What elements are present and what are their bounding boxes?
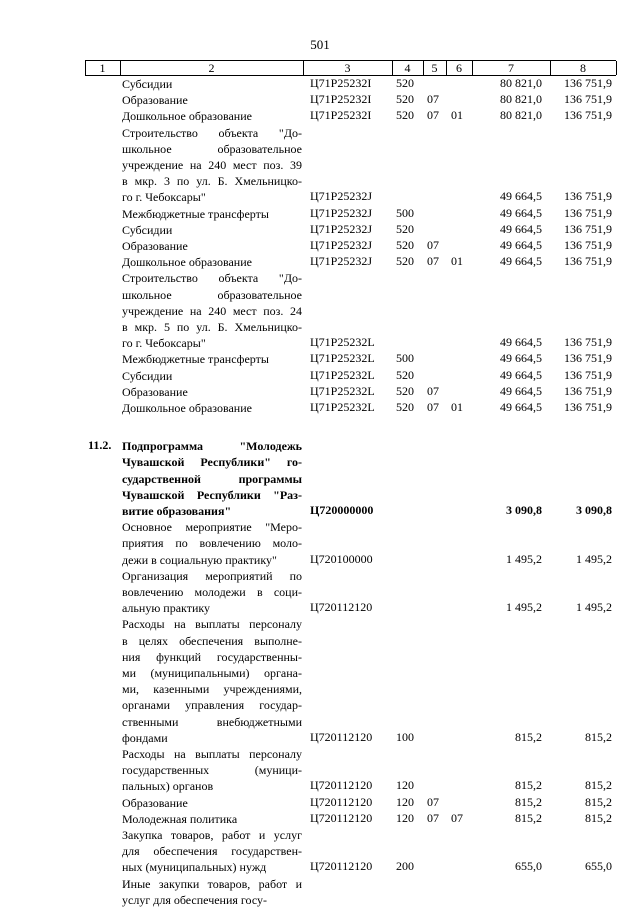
row-amount-col8: 136 751,9 (564, 335, 612, 350)
row-expense-type: 100 (396, 729, 414, 744)
row-code: Ц71P25232L (310, 335, 375, 350)
row-name-line: Расходы на выплаты персоналу (122, 747, 302, 761)
row-amount-col8: 815,2 (585, 729, 612, 744)
row-amount-col8: 136 751,9 (564, 205, 612, 220)
column-header-1: 1 (99, 61, 106, 75)
row-amount-col8: 136 751,9 (564, 254, 612, 269)
row-name (122, 76, 302, 92)
row-amount-col7: 655,0 (515, 859, 542, 874)
row-amount-col7: 49 664,5 (500, 351, 542, 366)
row-name-line: для обеспечения государствен- (122, 844, 302, 859)
row-expense-type: 120 (396, 810, 414, 825)
row-section: 07 (427, 254, 439, 269)
row-code: Ц720112120 (310, 729, 373, 744)
row-expense-type: 520 (396, 108, 414, 123)
row-name-line: дежи в социальную практику" (122, 552, 277, 567)
column-header-3: 3 (344, 61, 351, 75)
row-name-line: ных (муниципальных) нужд (122, 860, 267, 875)
row-code: Ц720112120 (310, 810, 373, 825)
row-code: Ц71P25232I (310, 92, 372, 107)
row-name-line: школьное образовательное (122, 287, 302, 302)
row-name (122, 368, 302, 384)
row-amount-col7: 49 664,5 (500, 189, 542, 204)
row-name-line: Дошкольное образование (122, 255, 252, 270)
row-section: 07 (427, 92, 439, 107)
row-name-line: го г. Чебоксары" (122, 190, 206, 205)
row-name-line: учреждение на 240 мест поз. 24 (122, 303, 302, 318)
row-name-line: Основное мероприятие "Меро- (122, 520, 302, 535)
row-name (122, 400, 302, 416)
row-name-line: учреждение на 240 мест поз. 39 (122, 157, 302, 172)
row-name (122, 811, 302, 827)
row-code: Ц71P25232J (310, 221, 373, 236)
row-name-line: Межбюджетные трансферты (122, 206, 269, 221)
row-amount-col8: 136 751,9 (564, 383, 612, 398)
row-expense-type: 520 (396, 367, 414, 382)
row-name-line: ми (муниципальными) органа- (122, 665, 302, 680)
row-name-line: школьное образовательное (122, 141, 302, 156)
row-amount-col8: 815,2 (585, 794, 612, 809)
row-amount-col8: 136 751,9 (564, 92, 612, 107)
row-name-line: пальных) органов (122, 779, 214, 794)
row-name (122, 519, 302, 568)
row-expense-type: 120 (396, 794, 414, 809)
section-title-line: Чувашской Республики "Раз- (122, 487, 302, 502)
row-section: 07 (427, 238, 439, 252)
row-name-line: Образование (122, 93, 188, 108)
row-name-line: Молодежная политика (122, 811, 238, 826)
section-amount-col7: 3 090,8 (506, 503, 542, 517)
row-code: Ц71P25232J (310, 205, 373, 220)
row-name-line: вовлечению молодежи в соци- (122, 584, 302, 599)
row-name-line: Образование (122, 384, 188, 399)
row-amount-col7: 49 664,5 (500, 400, 542, 414)
row-name-line: Образование (122, 795, 188, 810)
row-name-line: Иные закупки товаров, работ и (122, 876, 302, 891)
row-name-line: го г. Чебоксары" (122, 336, 206, 351)
row-section: 07 (427, 108, 439, 123)
row-name-line: ми, казенными учреждениями, (122, 682, 302, 697)
row-code: Ц720112120 (310, 794, 373, 809)
row-name (122, 254, 302, 270)
page-number: 501 (310, 37, 330, 52)
row-code: Ц720100000 (310, 551, 373, 566)
row-amount-col7: 49 664,5 (500, 221, 542, 236)
row-amount-col7: 815,2 (515, 778, 542, 793)
row-name (122, 384, 302, 400)
row-subsection: 01 (451, 400, 463, 414)
row-name-line: фондами (122, 730, 168, 745)
row-name-line: Строительство объекта "До- (122, 125, 302, 140)
row-amount-col7: 49 664,5 (500, 367, 542, 382)
row-amount-col7: 1 495,2 (506, 551, 542, 566)
section-code: Ц720000000 (310, 503, 374, 517)
section-title-line: сударственной программы (122, 471, 302, 486)
row-expense-type: 500 (396, 351, 414, 366)
row-amount-col7: 815,2 (515, 794, 542, 809)
row-amount-col8: 136 751,9 (564, 189, 612, 204)
row-name (122, 222, 302, 238)
row-code: Ц71P25232L (310, 400, 375, 414)
row-name-line: Субсидии (122, 368, 173, 383)
row-name (122, 270, 302, 351)
row-code: Ц71P25232I (310, 76, 372, 90)
row-code: Ц71P25232L (310, 367, 375, 382)
row-amount-col8: 136 751,9 (564, 367, 612, 382)
row-code: Ц71P25232J (310, 189, 373, 204)
row-amount-col7: 1 495,2 (506, 600, 542, 615)
row-name-line: услуг для обеспечения госу- (122, 892, 268, 907)
row-amount-col8: 136 751,9 (564, 351, 612, 366)
row-name-line: в мкр. 5 по ул. Б. Хмельницко- (122, 319, 302, 334)
section-title-line: Подпрограмма "Молодежь (122, 439, 302, 454)
row-amount-col8: 815,2 (585, 810, 612, 825)
row-amount-col7: 49 664,5 (500, 254, 542, 269)
row-name-line: Межбюджетные трансферты (122, 352, 269, 367)
row-amount-col8: 136 751,9 (564, 400, 612, 414)
row-name (122, 92, 302, 108)
row-name-line: государственных (муници- (122, 763, 302, 778)
row-amount-col8: 136 751,9 (564, 238, 612, 252)
row-amount-col8: 136 751,9 (564, 76, 612, 90)
row-subsection: 07 (451, 810, 463, 825)
row-amount-col7: 80 821,0 (500, 108, 542, 123)
column-header-6: 6 (456, 61, 462, 75)
section-number: 11.2. (88, 438, 112, 453)
row-section: 07 (427, 383, 439, 398)
row-amount-col8: 136 751,9 (564, 221, 612, 236)
row-expense-type: 520 (396, 238, 414, 252)
row-amount-col8: 1 495,2 (576, 600, 612, 615)
row-code: Ц720112120 (310, 859, 373, 874)
row-name (122, 108, 302, 124)
row-code: Ц71P25232L (310, 383, 375, 398)
row-name (122, 746, 302, 795)
row-expense-type: 520 (396, 221, 414, 236)
row-amount-col7: 49 664,5 (500, 383, 542, 398)
row-expense-type: 520 (396, 254, 414, 269)
column-header-2: 2 (208, 61, 215, 75)
row-subsection: 01 (451, 108, 463, 123)
row-amount-col7: 815,2 (515, 810, 542, 825)
row-section: 07 (427, 810, 439, 825)
row-name (122, 616, 302, 746)
row-name-line: Субсидии (122, 222, 173, 237)
row-amount-col7: 80 821,0 (500, 76, 542, 90)
column-header-4: 4 (404, 61, 411, 75)
row-name-line: Строительство объекта "До- (122, 271, 302, 286)
row-amount-col8: 655,0 (585, 859, 612, 874)
row-name-line: Дошкольное образование (122, 109, 252, 124)
section-title (122, 438, 302, 519)
row-amount-col7: 80 821,0 (500, 92, 542, 107)
column-header-5: 5 (431, 61, 438, 75)
row-name-line: ния функций государственны- (122, 649, 302, 664)
row-code: Ц71P25232L (310, 351, 375, 366)
column-header-7: 7 (508, 61, 514, 75)
row-name-line: Расходы на выплаты персоналу (122, 617, 302, 632)
row-name (122, 876, 302, 908)
row-name-line: ственными внебюджетными (122, 714, 302, 729)
row-expense-type: 500 (396, 205, 414, 220)
row-subsection: 01 (451, 254, 463, 269)
row-amount-col7: 49 664,5 (500, 335, 542, 350)
row-code: Ц71P25232J (310, 238, 373, 252)
row-expense-type: 520 (396, 92, 414, 107)
row-code: Ц720112120 (310, 778, 373, 793)
row-name-line: Организация мероприятий по (122, 568, 302, 583)
row-name-line: Субсидии (122, 77, 173, 91)
row-name (122, 206, 302, 222)
row-name-line: органами управления государ- (122, 698, 302, 713)
row-name-line: Дошкольное образование (122, 401, 252, 415)
row-amount-col8: 1 495,2 (576, 551, 612, 566)
row-code: Ц71P25232J (310, 254, 373, 269)
row-name-line: Закупка товаров, работ и услуг (122, 828, 302, 842)
row-name (122, 568, 302, 617)
row-amount-col8: 815,2 (585, 778, 612, 793)
row-section: 07 (427, 794, 439, 809)
row-amount-col7: 815,2 (515, 729, 542, 744)
section-title-line: Чувашской Республики" го- (122, 455, 302, 470)
row-section: 07 (427, 400, 439, 414)
row-name (122, 125, 302, 206)
row-expense-type: 520 (396, 400, 414, 414)
row-amount-col7: 49 664,5 (500, 205, 542, 220)
row-expense-type: 120 (396, 778, 414, 793)
row-amount-col7: 49 664,5 (500, 238, 542, 252)
section-title-line: витие образования" (122, 503, 232, 518)
row-expense-type: 200 (396, 859, 414, 874)
row-expense-type: 520 (396, 76, 414, 90)
column-header-8: 8 (580, 61, 586, 75)
header-column-rule (616, 61, 617, 75)
row-name (122, 351, 302, 367)
row-amount-col8: 136 751,9 (564, 108, 612, 123)
row-name-line: альную практику (122, 601, 211, 616)
row-name (122, 795, 302, 811)
row-name-line: Образование (122, 239, 188, 253)
row-expense-type: 520 (396, 383, 414, 398)
row-name (122, 238, 302, 254)
section-amount-col8: 3 090,8 (576, 503, 612, 517)
row-name (122, 827, 302, 876)
row-name-line: приятия по вовлечению моло- (122, 536, 302, 551)
row-code: Ц71P25232I (310, 108, 372, 123)
row-name-line: в целях обеспечения выполне- (122, 633, 302, 648)
row-code: Ц720112120 (310, 600, 373, 615)
row-name-line: в мкр. 3 по ул. Б. Хмельницко- (122, 174, 302, 189)
